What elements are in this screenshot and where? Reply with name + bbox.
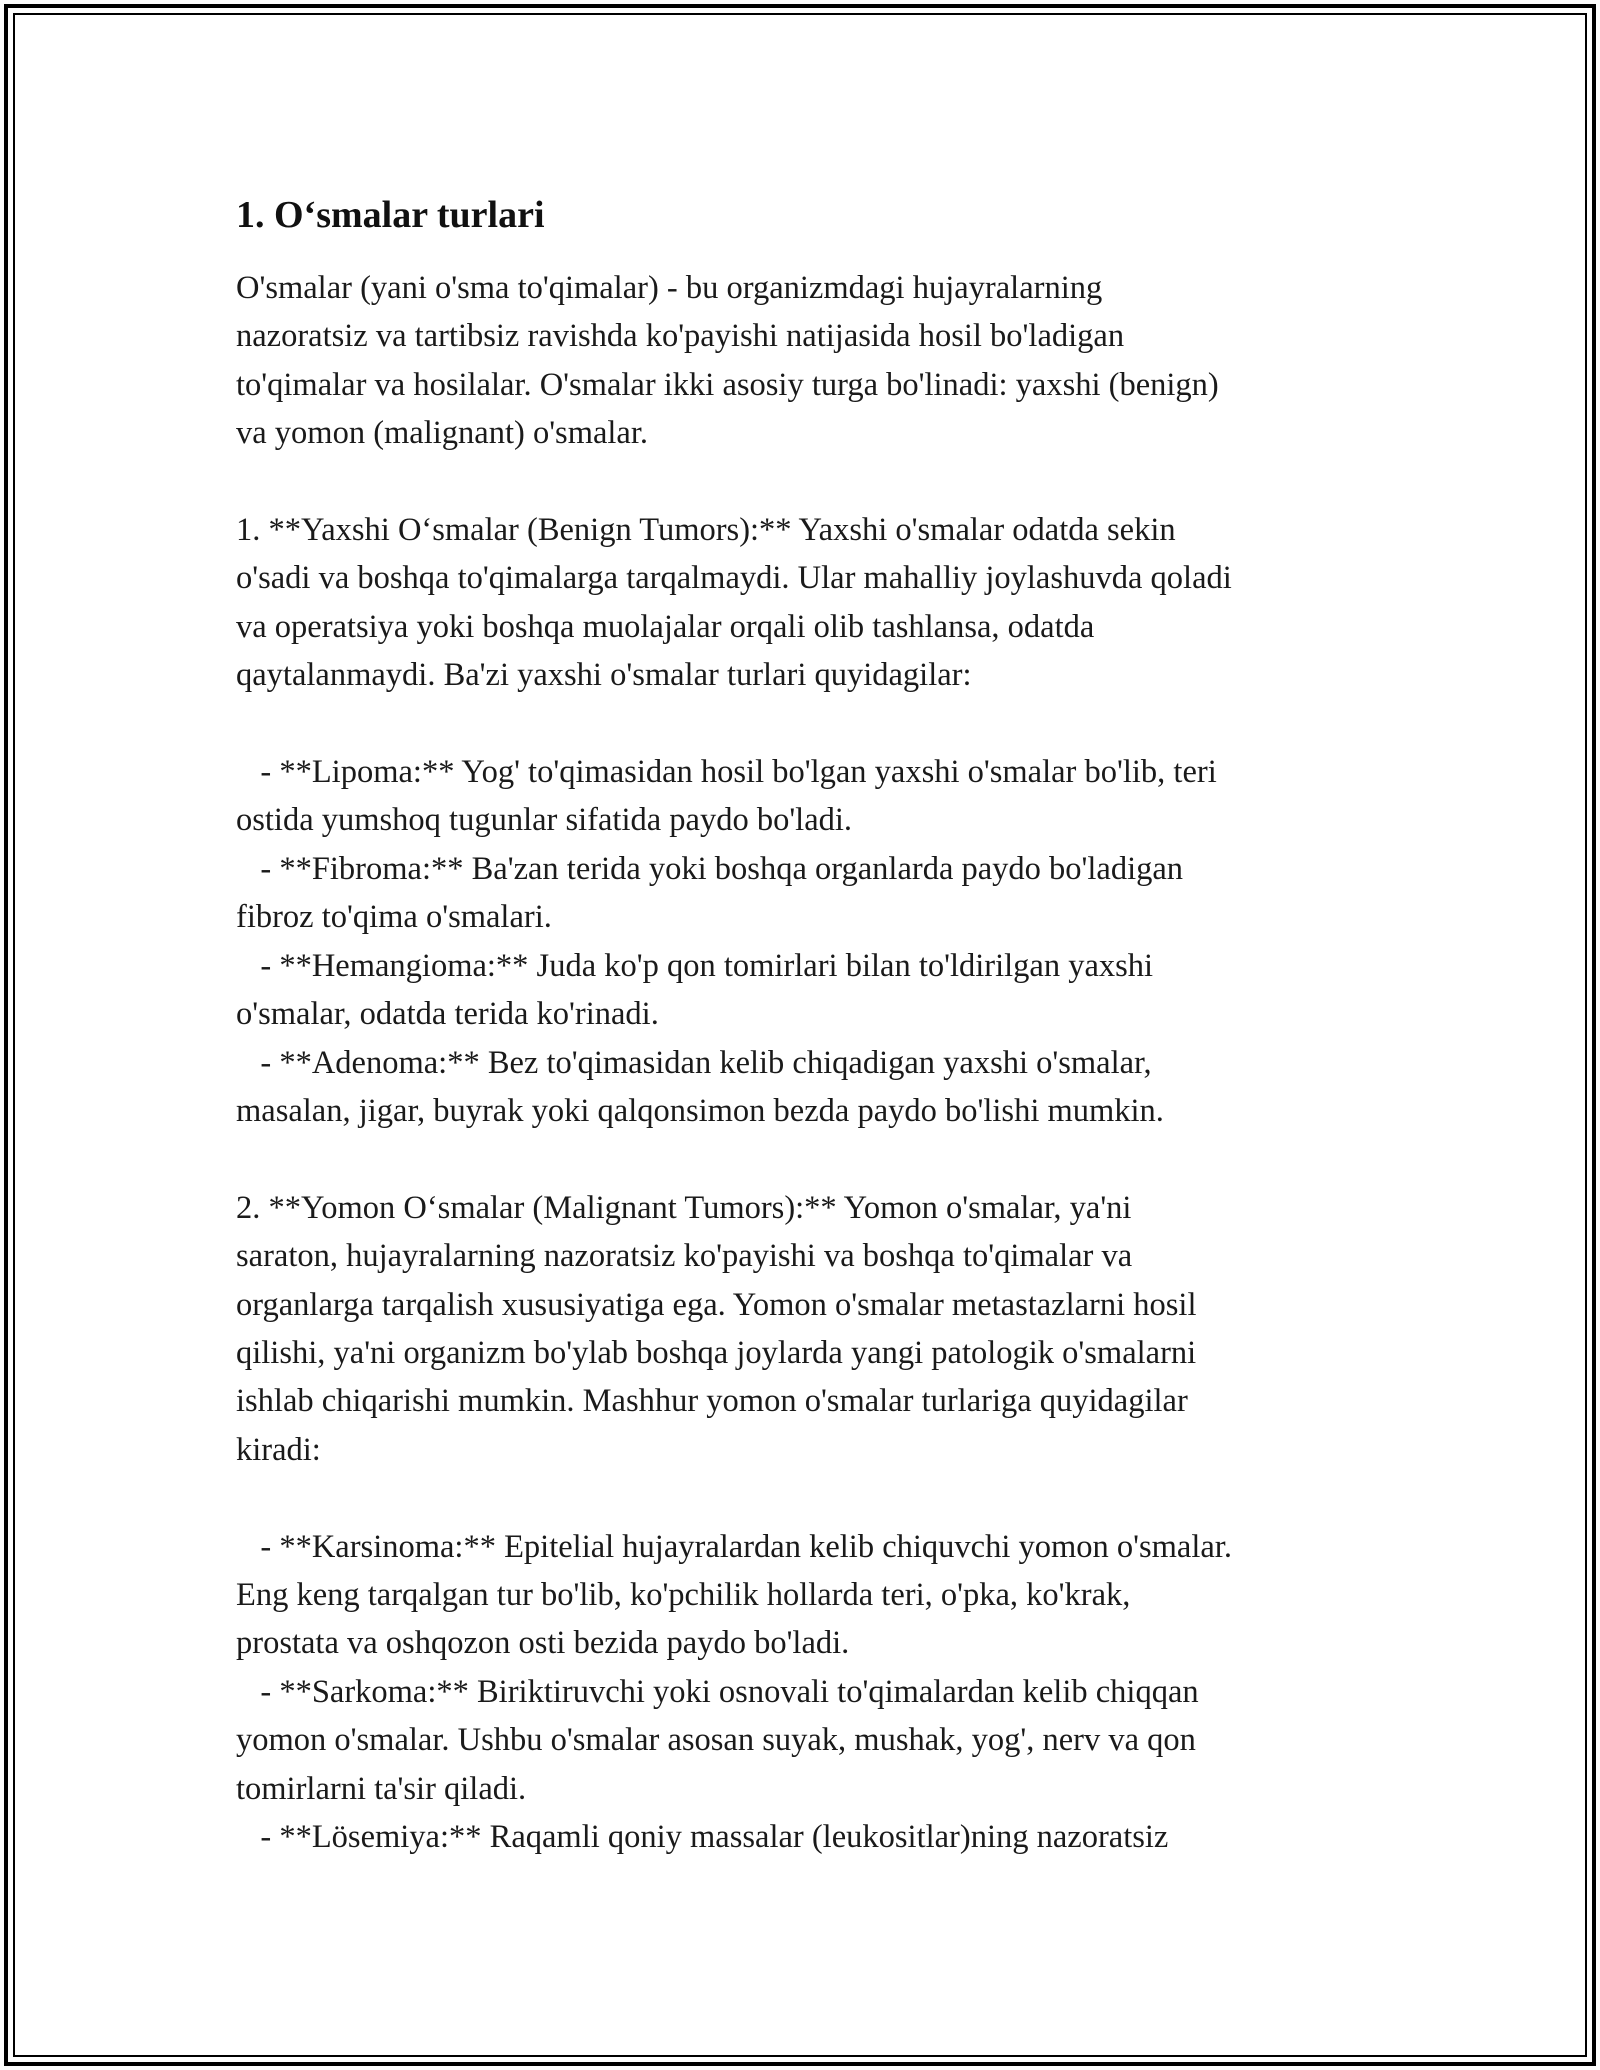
- section-body-text: O'smalar (yani o'sma to'qimalar) - bu organizmdagi hujayralarning nazoratsiz va tartibsiz ravishda ko'payishi natijasida hosil bo'ladigan to'qimalar va hosilalar. O'smalar ikki asosiy turga bo'linadi: yaxshi (benign) va yomon (malignant) o'smalar. 1. **Yaxshi O‘smalar (Benign Tumors):** Yaxshi o'smalar odatda sekin o'sadi va boshqa to'qimalarga tarqalmaydi. Ular mahalliy joylashuvda qoladi va operatsiya yoki boshqa muolajalar orqali olib tashlansa, odatda qaytalanmaydi. Ba'zi yaxshi o'smalar turlari quyidagilar: - **Lipoma:** Yog' to'qimasidan hosil bo'lgan yaxshi o'smalar bo'lib, teri ostida yumshoq tugunlar sifatida paydo bo'ladi. - **Fibroma:** Ba'zan terida yoki boshqa organlarda paydo bo'ladigan fibroz to'qima o'smalari. - **Hemangioma:** Juda ko'p qon tomirlari bilan to'ldirilgan yaxshi o'smalar, odatda terida ko'rinadi. - **Adenoma:** Bez to'qimasidan kelib chiqadigan yaxshi o'smalar, masalan, jigar, buyrak yoki qalqonsimon bezda paydo bo'lishi mumkin. 2. **Yomon O‘smalar (Malignant Tumors):** Yomon o'smalar, ya'ni saraton, hujayralarning nazoratsiz ko'payishi va boshqa to'qimalar va organlarga tarqalish xususiyatiga ega. Yomon o'smalar metastazlarni hosil qilishi, ya'ni organizm bo'ylab boshqa joylarda yangi patologik o'smalarni ishlab chiqarishi mumkin. Mashhur yomon o'smalar turlariga quyidagilar kiradi: - **Karsinoma:** Epitelial hujayralardan kelib chiquvchi yomon o'smalar. Eng keng tarqalgan tur bo'lib, ko'pchilik hollarda teri, o'pka, ko'krak, prostata va oshqozon osti bezida paydo bo'ladi. - **Sarkoma:** Biriktiruvchi yoki osnovali to'qimalardan kelib chiqqan yomon o'smalar. Ushbu o'smalar asosan suyak, mushak, yog', nerv va qon tomirlarni ta'sir qiladi. - **Lösemiya:** Raqamli qoniy massalar (leukositlar)ning nazoratsiz: [236, 270, 1232, 1855]
- section-heading: 1. O‘smalar turlari: [236, 194, 545, 236]
- document-content: [236, 188, 1376, 1861]
